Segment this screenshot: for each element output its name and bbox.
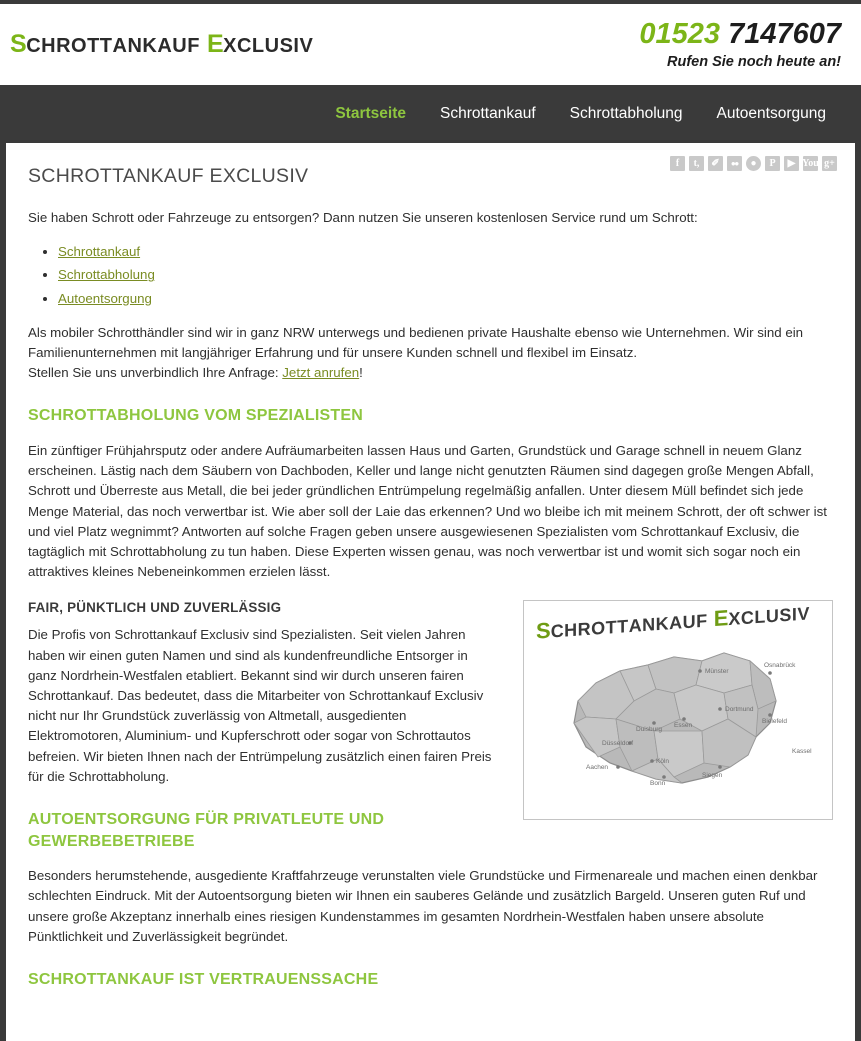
list-item (58, 242, 833, 262)
pinterest-icon[interactable]: P (765, 156, 780, 171)
figure-logo-ankauf: ANKAUF (628, 611, 708, 637)
link-schrottankauf[interactable]: Schrottankauf (58, 244, 141, 260)
section-heading-vertrauenssache: SCHROTTANKAUF IST VERTRAUENSSACHE (28, 971, 379, 989)
section-heading-autoentsorgung: AUTOENTSORGUNG FÜR PRIVATLEUTE UND GEWERBEBETRIEBE (28, 811, 385, 850)
section-heading-fair: FAIR, PÜNKTLICH UND ZUVERLÄSSIG (28, 600, 282, 616)
svg-text:Köln: Köln (656, 758, 670, 766)
logo-text-ankauf: ANKAUF (112, 35, 200, 57)
list-item (58, 265, 833, 285)
phone-number[interactable] (639, 19, 841, 49)
header-phone-block (639, 19, 847, 69)
site-logo[interactable] (10, 32, 313, 57)
section-text-fair: Die Profis von Schrottankauf Exclusiv sind Spezialisten. Seit vielen Jahren haben wir einen guten Namen und sind als kundenfreundliche Entsorger in ganz Nordrhein-Westfalen etabliert. Bekannt sind wir durch unseren fairen Schrottankauf. Das bedeutet, dass die Mitarbeiter von Schrottankauf Exclusiv nicht nur Ihr Grundstück zuverlässig von Altmetall, ausgedienten Elektromotoren, Aluminium- und Kupferschrott oder sogar von Schrottautos befreien. Wir bieten Ihnen nach der Entrümpelung zusätzlich einen fairen Preis für die Schrottabholung. (28, 627, 492, 784)
svg-text:Siegen: Siegen (702, 772, 723, 780)
nav-item-schrottankauf[interactable]: Schrottankauf (440, 105, 536, 122)
twitter-icon[interactable]: ✐ (708, 156, 723, 171)
logo-letter-s: S (10, 30, 27, 58)
link-schrottabholung[interactable]: Schrottabholung (58, 267, 155, 283)
mobile-dealer-text: Als mobiler Schrotthändler sind wir in ganz NRW unterwegs und bedienen private Haushalte ebenso wie Unternehmen. Wir sind ein Familienunternehmen mit langjähriger Erfahrung und für unsere Kunden schnell und flexibel im Einsatz. (28, 324, 804, 361)
social-icon-bar (670, 156, 837, 171)
logo-text-xclusiv: XCLUSIV (223, 35, 314, 57)
svg-text:Dortmund: Dortmund (725, 706, 754, 714)
google-plus-icon[interactable]: g+ (822, 156, 837, 171)
svg-text:Bonn: Bonn (650, 780, 666, 788)
svg-text:Düsseldorf: Düsseldorf (602, 740, 634, 748)
main-content (6, 143, 855, 1041)
mobile-dealer-paragraph (28, 323, 833, 384)
page-title: SCHROTTANKAUF EXCLUSIV (28, 165, 309, 187)
nav-item-startseite[interactable]: Startseite (335, 105, 406, 122)
figure-logo-s: S (536, 617, 551, 645)
figure-logo-xclusiv: XCLUSIV (728, 603, 810, 630)
link-autoentsorgung[interactable]: Autoentsorgung (58, 290, 152, 306)
svg-text:Osnabrück: Osnabrück (764, 662, 796, 670)
site-header (0, 0, 861, 85)
svg-text:Essen: Essen (674, 722, 693, 730)
cta-suffix: ! (359, 365, 363, 381)
nav-item-autoentsorgung[interactable]: Autoentsorgung (716, 105, 826, 122)
call-now-link[interactable]: Jetzt anrufen (282, 365, 360, 381)
svg-text:Münster: Münster (705, 668, 729, 676)
nrw-map-graphic (524, 627, 832, 819)
figure-logo-chrott: CHROTT (550, 616, 629, 642)
main-navigation (0, 85, 861, 143)
youtube-icon[interactable]: ▶ (784, 156, 799, 171)
service-link-list (28, 242, 833, 309)
logo-letter-e: E (206, 30, 224, 58)
dribbble-icon[interactable]: ● (746, 156, 761, 171)
svg-text:Bielefeld: Bielefeld (762, 718, 787, 726)
section-heading-schrottabholung: SCHROTTABHOLUNG VOM SPEZIALISTEN (28, 407, 363, 425)
nrw-map-figure (523, 600, 833, 820)
section-text-autoentsorgung: Besonders herumstehende, ausgediente Kraftfahrzeuge verunstalten viele Grundstücke und Firmenareale und machen einen denkbar schlechten Eindruck. Mit der Autoentsorgung bieten wir Ihnen ein sauberes Gelände und zusätzlich Bargeld. Unseren guten Ruf und unsere große Akzeptanz innerhalb eines riesigen Kundenstammes im gesamten Nordrhein-Westfalen haben unsere absolute Pünktlichkeit und Zuverlässigkeit begründet. (28, 868, 818, 944)
svg-text:Duisburg: Duisburg (636, 726, 663, 734)
svg-text:Kassel: Kassel (792, 748, 812, 756)
phone-main: 7147607 (728, 18, 841, 51)
list-item (58, 289, 833, 309)
figure-logo-e: E (713, 605, 729, 632)
facebook-icon[interactable]: f (670, 156, 685, 171)
youtube-alt-icon[interactable]: You (803, 156, 818, 171)
intro-paragraph: Sie haben Schrott oder Fahrzeuge zu entsorgen? Dann nutzen Sie unseren kostenlosen Service rund um Schrott: (28, 210, 698, 225)
cta-prefix: Stellen Sie uns unverbindlich Ihre Anfrage: (28, 365, 283, 381)
logo-text-chrott: CHROTT (26, 35, 113, 57)
phone-prefix: 01523 (639, 18, 721, 51)
tumblr-icon[interactable]: t, (689, 156, 704, 171)
nav-item-schrottabholung[interactable]: Schrottabholung (569, 105, 683, 122)
content-frame (0, 143, 861, 1041)
section-text-schrottabholung: Ein zünftiger Frühjahrsputz oder andere Aufräumarbeiten lassen Haus und Garten, Grundstück und Garage schnell in neuem Glanz erscheinen. Lästig nach dem Säubern von Dachboden, Keller und lange nicht genutzten Räumen sind dagegen große Mengen Abfall, Schrott und Überreste aus Metall, die bei jeder gründlichen Entrümpelung regelmäßig anfallen. Unter diesem Müll befindet sich jede Menge Material, das noch verwertbar ist. Wie aber soll der Laie das erkennen? Und wo bleibe ich mit meinem Schrott, der oft schwer ist und viel Platz wegnimmt? Antworten auf solche Fragen geben unsere ausgewiesenen Spezialisten vom Schrottankauf Exclusiv, die tagtäglich mit Schrottabholung zu tun haben. Diese Experten wissen genau, was noch verwertbar ist und womit sich sogar noch ein attraktives kleines Nebeneinkommen erzielen lässt. (28, 443, 827, 580)
svg-text:Aachen: Aachen (586, 764, 609, 772)
phone-subtitle: Rufen Sie noch heute an! (666, 53, 841, 70)
flickr-icon[interactable]: •• (727, 156, 742, 171)
